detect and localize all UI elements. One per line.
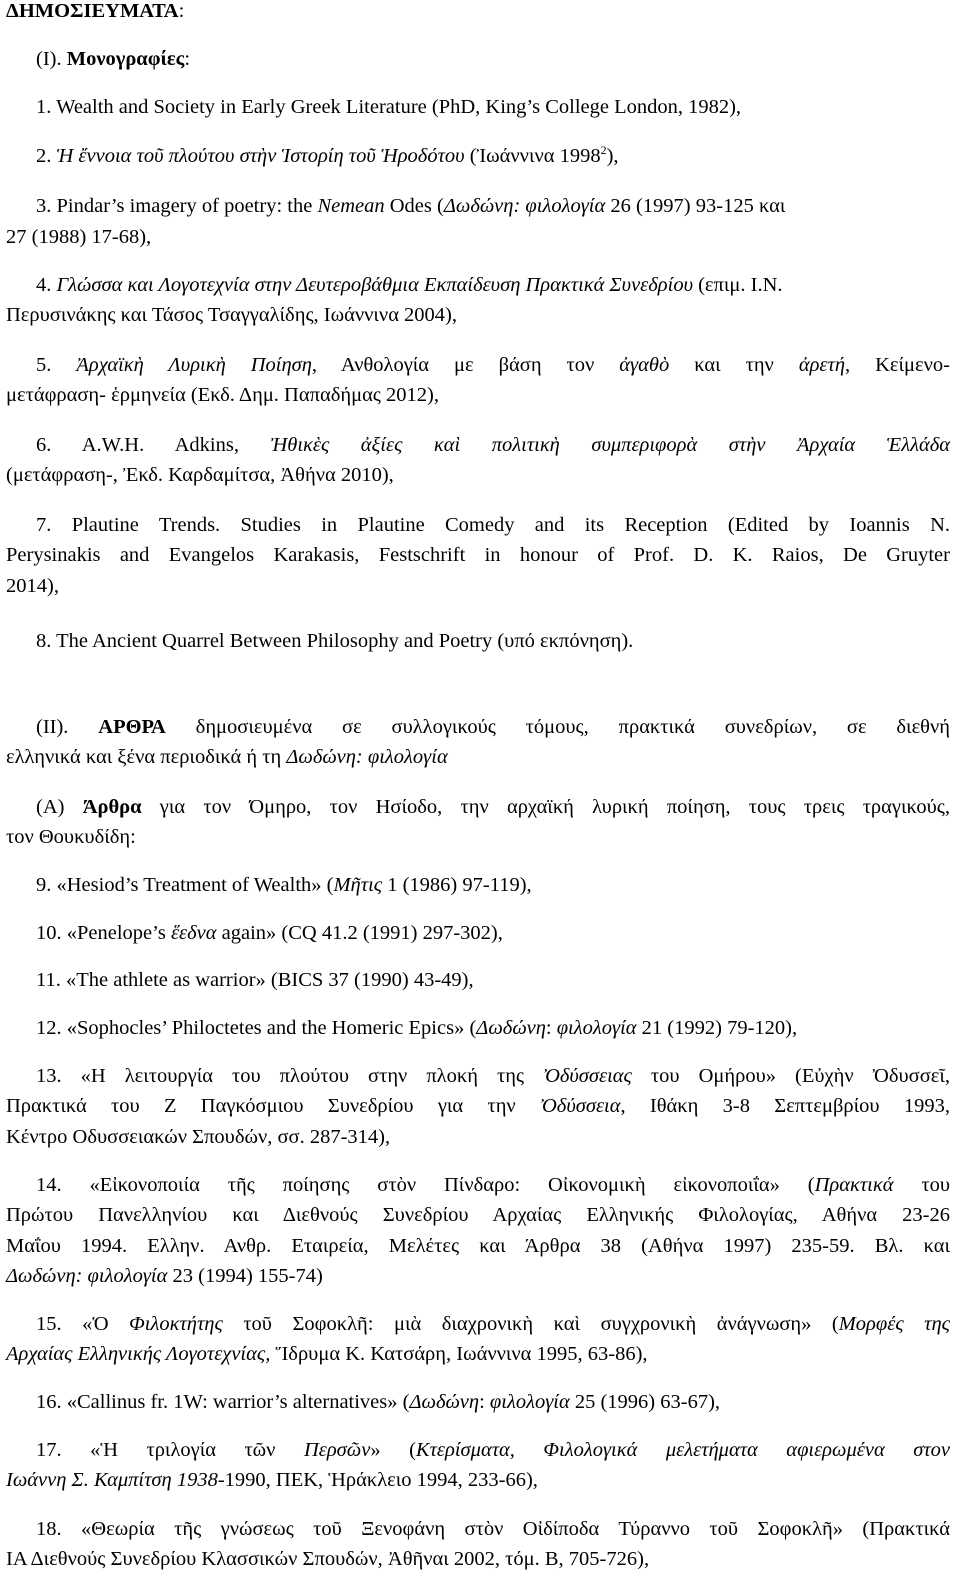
text: 17. «Ἡ τριλογία τῶν <box>36 1439 304 1461</box>
text: 6. A.W.H. Adkins, <box>36 434 271 456</box>
italic-text: Μορφές της <box>838 1313 950 1335</box>
journal-title: Μῆτις <box>333 874 383 896</box>
text: » ( <box>370 1439 416 1461</box>
publication-info: (Ἰωάννινα 1998 <box>464 145 601 167</box>
text: 3. Pindar’s imagery of poetry: the <box>36 195 318 217</box>
italic-text: Αρχαίας Ελληνικής Λογοτεχνίας, <box>6 1343 271 1365</box>
text: 12. «Sophocles’ Philoctetes and the Homeric Epics» ( <box>36 1017 477 1039</box>
journal-title: Δωδώνη: φιλολογία <box>6 1265 168 1287</box>
article-13-line1 <box>36 1061 950 1092</box>
section-articles-line2 <box>6 742 950 773</box>
text: 9. «Hesiod’s Treatment of Wealth» ( <box>36 874 334 896</box>
text: Ἵδρυμα Κ. Κατσάρη, Ιωάννινα 1995, 63-86), <box>270 1343 648 1365</box>
monograph-4-line2: Περυσινάκης και Τάσος Τσαγγαλίδης, Ιωάννινα 2004), <box>6 304 458 326</box>
edition-superscript: 2 <box>600 143 607 158</box>
section-title: ΑΡΘΡΑ <box>98 716 166 738</box>
text: 26 (1997) 93-125 και <box>605 195 786 217</box>
article-15-line1 <box>36 1309 950 1340</box>
italic-text: Πρακτικά <box>814 1174 894 1196</box>
italic-text: Ιωάννη Σ. Καμπίτση 1938 <box>6 1469 218 1491</box>
subsection-a-line1 <box>36 792 950 823</box>
monograph-7-line1: 7. Plautine Trends. Studies in Plautine Comedy and its Reception (Edited by Ioannis N. <box>36 514 950 536</box>
monograph-7-line3: 2014), <box>6 575 59 597</box>
article-11: 11. «The athlete as warrior» (BICS 37 (1990) 43-49), <box>36 969 474 991</box>
text: again» (CQ 41.2 (1991) 297-302), <box>216 922 503 944</box>
journal-title: φιλολογία <box>489 1391 570 1413</box>
italic-text: Περσῶν <box>303 1439 371 1461</box>
text: , Κείμενο- <box>845 354 951 376</box>
book-title: Ἠθικὲς ἀξίες καὶ πολιτικὴ συμπεριφορὰ στὴν Ἀρχαία Ἑλλάδα <box>270 434 950 456</box>
book-title: Γλώσσα και Λογοτεχνία στην Δευτεροβάθμια Εκπαίδευση Πρακτικά Συνεδρίου <box>56 274 693 296</box>
heading-text: ΔΗΜΟΣΙΕΥΜΑΤΑ <box>6 0 179 22</box>
article-14-line2: Πρώτου Πανελληνίου και Διεθνούς Συνεδρίου Αρχαίας Ελληνικής Φιλολογίας, Αθήνα 23-26 <box>6 1204 950 1226</box>
article-18-line1: 18. «Θεωρία τῆς γνώσεως τοῦ Ξενοφάνη στὸν Οἰδίποδα Τύραννο τοῦ Σοφοκλῆ» (Πρακτικά <box>36 1518 950 1540</box>
monograph-5-line1 <box>36 350 950 381</box>
text: (επιμ. Ι.Ν. <box>692 274 783 296</box>
heading-colon: : <box>178 0 185 22</box>
monograph-1: 1. Wealth and Society in Early Greek Literature (PhD, King’s College London, 1982), <box>36 96 742 118</box>
article-17-line2 <box>6 1465 950 1496</box>
monograph-2 <box>36 141 950 172</box>
italic-text: ἕεδνα <box>170 922 217 944</box>
monograph-3-line2: 27 (1988) 17-68), <box>6 226 152 248</box>
italic-text: ἀρετή <box>798 354 846 376</box>
monograph-4-line1 <box>36 270 950 301</box>
text: 1 (1986) 97-119), <box>382 874 532 896</box>
article-14-line1 <box>36 1170 950 1201</box>
journal-title: Δωδώνη <box>409 1391 480 1413</box>
text: 21 (1992) 79-120), <box>636 1017 798 1039</box>
section-number: (ΙΙ). <box>36 716 99 738</box>
item-number: 2. <box>36 145 57 167</box>
article-15-line2 <box>6 1339 950 1370</box>
article-14-line4 <box>6 1261 950 1292</box>
subsection-title: Άρθρα <box>82 796 142 818</box>
italic-text: Φιλοκτήτης <box>129 1313 223 1335</box>
book-title: Ἡ ἔννοια τοῦ πλούτου στὴν Ἱστορίη τοῦ Ἡροδότου <box>56 145 465 167</box>
article-12 <box>36 1013 950 1044</box>
text: τοῦ Σοφοκλῆ: μιὰ διαχρονικὴ καὶ συγχρονικὴ ἀνάγνωση» ( <box>222 1313 839 1335</box>
monograph-8: 8. The Ancient Quarrel Between Philosophy and Poetry (υπό εκπόνηση). <box>36 630 634 652</box>
italic-text: Κτερίσματα, Φιλολογικά μελετήματα αφιερωμένα στον <box>415 1439 951 1461</box>
item-number: 4. <box>36 274 57 296</box>
section-title: Μονογραφίες <box>66 48 185 70</box>
monograph-5-line2: μετάφραση- ἑρμηνεία (Εκδ. Δημ. Παπαδήμας 2012), <box>6 384 440 406</box>
subsection-a-line2: τον Θουκυδίδη: <box>6 826 136 848</box>
article-17-line1 <box>36 1435 950 1466</box>
monograph-7-line2: Perysinakis and Evangelos Karakasis, Festschrift in honour of Prof. D. K. Raios, De Gruyter <box>6 544 950 566</box>
text: ελληνικά και ξένα περιοδικά ή τη <box>6 746 287 768</box>
monograph-6-line2: (μετάφραση-, Ἐκδ. Καρδαμίτσα, Ἀθήνα 2010), <box>6 464 394 486</box>
text: 13. «Η λειτουργία του πλούτου στην πλοκή της <box>36 1065 544 1087</box>
text: 23 (1994) 155-74) <box>167 1265 323 1287</box>
journal-title: Δωδώνη <box>476 1017 546 1039</box>
monograph-3-line1 <box>36 191 950 222</box>
italic-text: Ὀδύσσειας <box>543 1065 632 1087</box>
article-13-line2 <box>6 1091 950 1122</box>
article-16 <box>36 1387 950 1418</box>
article-14-line3: Μαΐου 1994. Ελλην. Ανθρ. Εταιρεία, Μελέτες και Άρθρα 38 (Αθήνα 1997) 235-59. Βλ. και <box>6 1235 950 1257</box>
item-number: 5. <box>36 354 77 376</box>
text: του Ομήρου» (Εὐχὴν Ὀδυσσεῖ, <box>631 1065 950 1087</box>
text: για τον Όμηρο, τον Ησίοδο, την αρχαϊκή λυρική ποίηση, τους τρεις τραγικούς, <box>141 796 950 818</box>
text: και την <box>669 354 799 376</box>
text: 14. «Εἰκονοποιία τῆς ποίησης στὸν Πίνδαρο: Οἰκονομικὴ εἰκονοποιΐα» ( <box>36 1174 815 1196</box>
text: 10. «Penelope’s <box>36 922 171 944</box>
article-10 <box>36 918 950 949</box>
text: Odes ( <box>384 195 444 217</box>
text: Πρακτικά του Ζ Παγκόσμιου Συνεδρίου για την <box>6 1095 540 1117</box>
italic-text: ἀγαθὸ <box>619 354 670 376</box>
journal-title: φιλολογία <box>556 1017 637 1039</box>
monograph-6-line1 <box>36 430 950 461</box>
text: 16. «Callinus fr. 1W: warrior’s alternatives» ( <box>36 1391 410 1413</box>
section-number: (Ι). <box>36 48 67 70</box>
text: , Ιθάκη 3-8 Σεπτεμβρίου 1993, <box>620 1095 950 1117</box>
journal-title: Δωδώνη: φιλολογία <box>443 195 606 217</box>
publications-heading <box>6 0 950 27</box>
text: 25 (1996) 63-67), <box>569 1391 721 1413</box>
closing: ), <box>606 145 619 167</box>
section-articles-line1 <box>36 712 950 743</box>
article-18-line2: ΙΑ Διεθνούς Συνεδρίου Κλασσικών Σπουδών, Ἀθῆναι 2002, τόμ. Β, 705-726), <box>6 1548 650 1570</box>
italic-text: Ὀδύσσεια <box>539 1095 621 1117</box>
subsection-number: (Α) <box>36 796 83 818</box>
text: Ανθολογία με βάση τον <box>317 354 620 376</box>
article-9 <box>36 870 950 901</box>
book-title: Ἀρχαϊκὴ Λυρικὴ Ποίηση, <box>76 354 318 376</box>
text: : <box>545 1017 557 1039</box>
journal-title: Δωδώνη: φιλολογία <box>286 746 448 768</box>
text: -1990, ΠΕΚ, Ἡράκλειο 1994, 233-66), <box>217 1469 538 1491</box>
text: : <box>479 1391 490 1413</box>
text: δημοσιευμένα σε συλλογικούς τόμους, πρακτικά συνεδρίων, σε διεθνή <box>165 716 950 738</box>
text: του <box>893 1174 950 1196</box>
article-13-line3: Κέντρο Οδυσσειακών Σπουδών, σσ. 287-314), <box>6 1126 391 1148</box>
text: 15. «Ὁ <box>36 1313 130 1335</box>
section-colon: : <box>184 48 191 70</box>
italic-text: Nemean <box>317 195 385 217</box>
section-monographs-label <box>36 44 950 75</box>
